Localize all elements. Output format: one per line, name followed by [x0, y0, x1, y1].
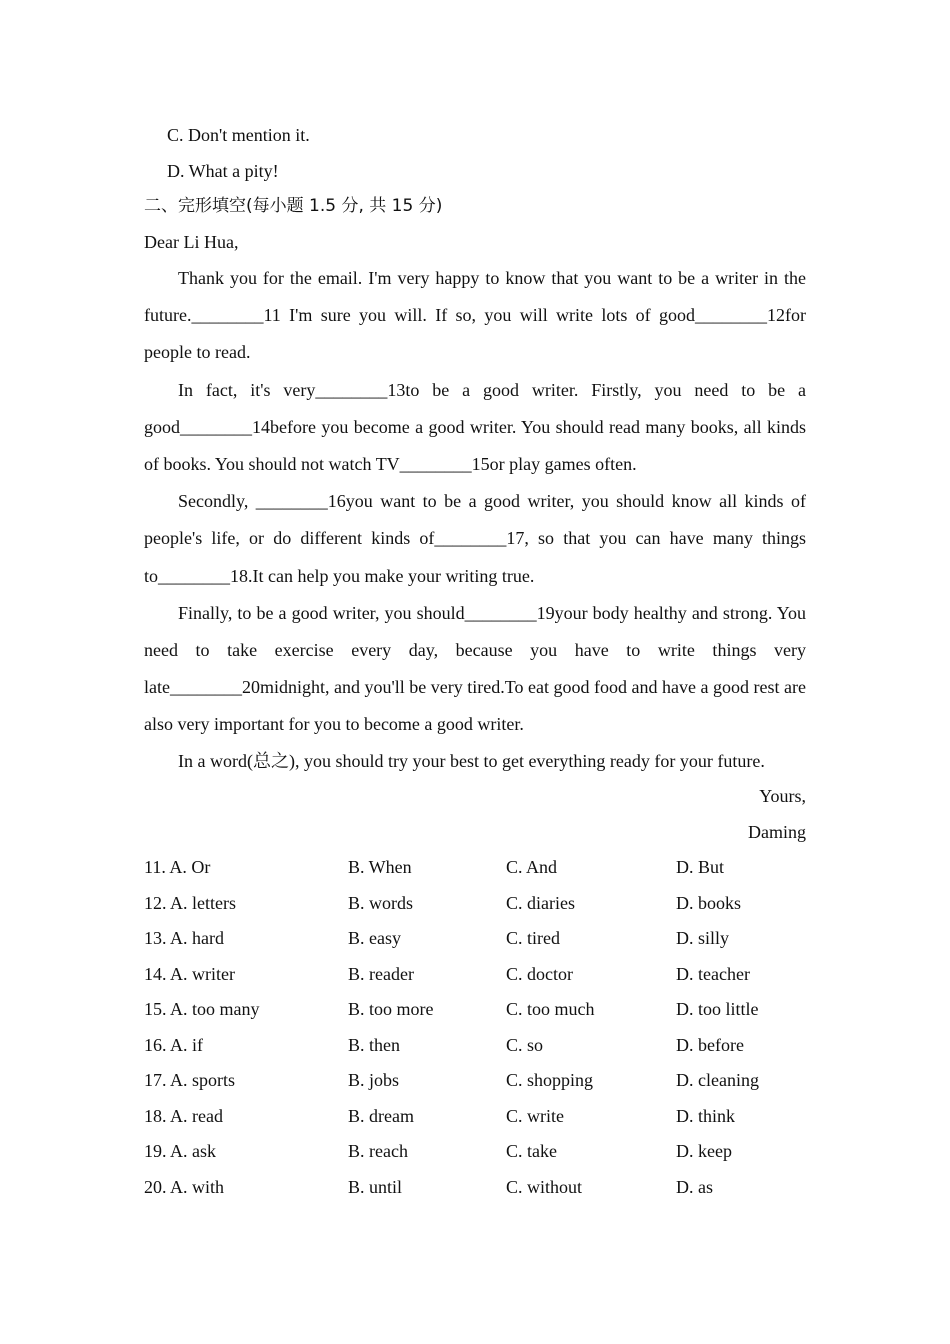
prev-option-c: C. Don't mention it. [167, 125, 310, 145]
prev-option-d: D. What a pity! [167, 160, 279, 181]
option-c: C. tired [506, 928, 560, 949]
option-a: 11. A. Or [144, 857, 211, 878]
letter-signature: Daming [748, 821, 806, 842]
option-d: D. think [676, 1105, 736, 1126]
option-b: B. dream [348, 1105, 414, 1126]
option-b: B. reach [348, 1141, 408, 1162]
option-a: 14. A. writer [144, 963, 235, 984]
option-c: C. too much [506, 999, 595, 1020]
document-page [144, 118, 806, 1205]
option-d: D. cleaning [676, 1070, 759, 1091]
option-b: B. When [348, 857, 412, 878]
option-c: C. shopping [506, 1070, 594, 1091]
option-a: 12. A. letters [144, 892, 236, 913]
option-d: D. too little [676, 999, 759, 1020]
option-c: C. without [506, 1176, 583, 1197]
letter-paragraph-2: In fact, it's very________13to be a good writer. Firstly, you need to be a good________14before you become a good writer. You should read many books, all kinds of books. You should not watch TV________15or play games often. [144, 379, 806, 475]
letter-paragraph-5: In a word(总之), you should try your best to get everything ready for your future. [178, 750, 765, 771]
option-b: B. reader [348, 963, 414, 984]
option-d: D. silly [676, 928, 730, 949]
question-row [144, 850, 806, 886]
letter-paragraph-4: Finally, to be a good writer, you should________19your body healthy and strong. You need to take exercise every day, because you have to write things very late________20midnight, and you'll be very tired.To eat good food and have a good rest are also very important for you to become a good writer. [144, 602, 806, 735]
option-c: C. write [506, 1105, 564, 1126]
question-row [144, 1134, 806, 1170]
question-row [144, 921, 806, 957]
question-row [144, 1063, 806, 1099]
option-a: 17. A. sports [144, 1070, 236, 1091]
question-row [144, 992, 806, 1028]
option-a: 20. A. with [144, 1176, 225, 1197]
option-d: D. books [676, 892, 742, 913]
option-c: C. so [506, 1034, 544, 1055]
option-b: B. too more [348, 999, 434, 1020]
option-b: B. words [348, 892, 414, 913]
section-title: 二、完形填空(每小题 1.5 分, 共 15 分) [144, 196, 443, 216]
option-d: D. as [676, 1176, 713, 1197]
question-list [144, 850, 806, 1205]
question-row [144, 1099, 806, 1135]
option-a: 18. A. read [144, 1105, 223, 1126]
option-a: 15. A. too many [144, 999, 260, 1020]
option-d: D. keep [676, 1141, 732, 1162]
question-row [144, 1028, 806, 1064]
letter-paragraph-3: Secondly, ________16you want to be a good writer, you should know all kinds of people's life, or do different kinds of________17, so that you can have many things to________18.It can help you make your writing true. [144, 491, 806, 586]
option-d: D. teacher [676, 963, 750, 984]
option-c: C. And [506, 857, 558, 878]
option-b: B. then [348, 1034, 400, 1055]
option-b: B. until [348, 1176, 403, 1197]
option-c: C. take [506, 1141, 557, 1162]
option-a: 16. A. if [144, 1034, 204, 1055]
option-d: D. But [676, 857, 725, 878]
option-a: 13. A. hard [144, 928, 224, 949]
question-row [144, 957, 806, 993]
option-d: D. before [676, 1034, 744, 1055]
letter-paragraph-1: Thank you for the email. I'm very happy to know that you want to be a writer in the future.________11 I'm sure you will. If so, you will write lots of good________12for people to read. [144, 268, 806, 363]
letter-greeting: Dear Li Hua, [144, 231, 239, 252]
letter-closing: Yours, [759, 786, 806, 807]
option-c: C. doctor [506, 963, 573, 984]
option-c: C. diaries [506, 892, 575, 913]
option-b: B. jobs [348, 1070, 400, 1091]
question-row [144, 1170, 806, 1206]
question-row [144, 886, 806, 922]
option-a: 19. A. ask [144, 1141, 216, 1162]
option-b: B. easy [348, 928, 401, 949]
